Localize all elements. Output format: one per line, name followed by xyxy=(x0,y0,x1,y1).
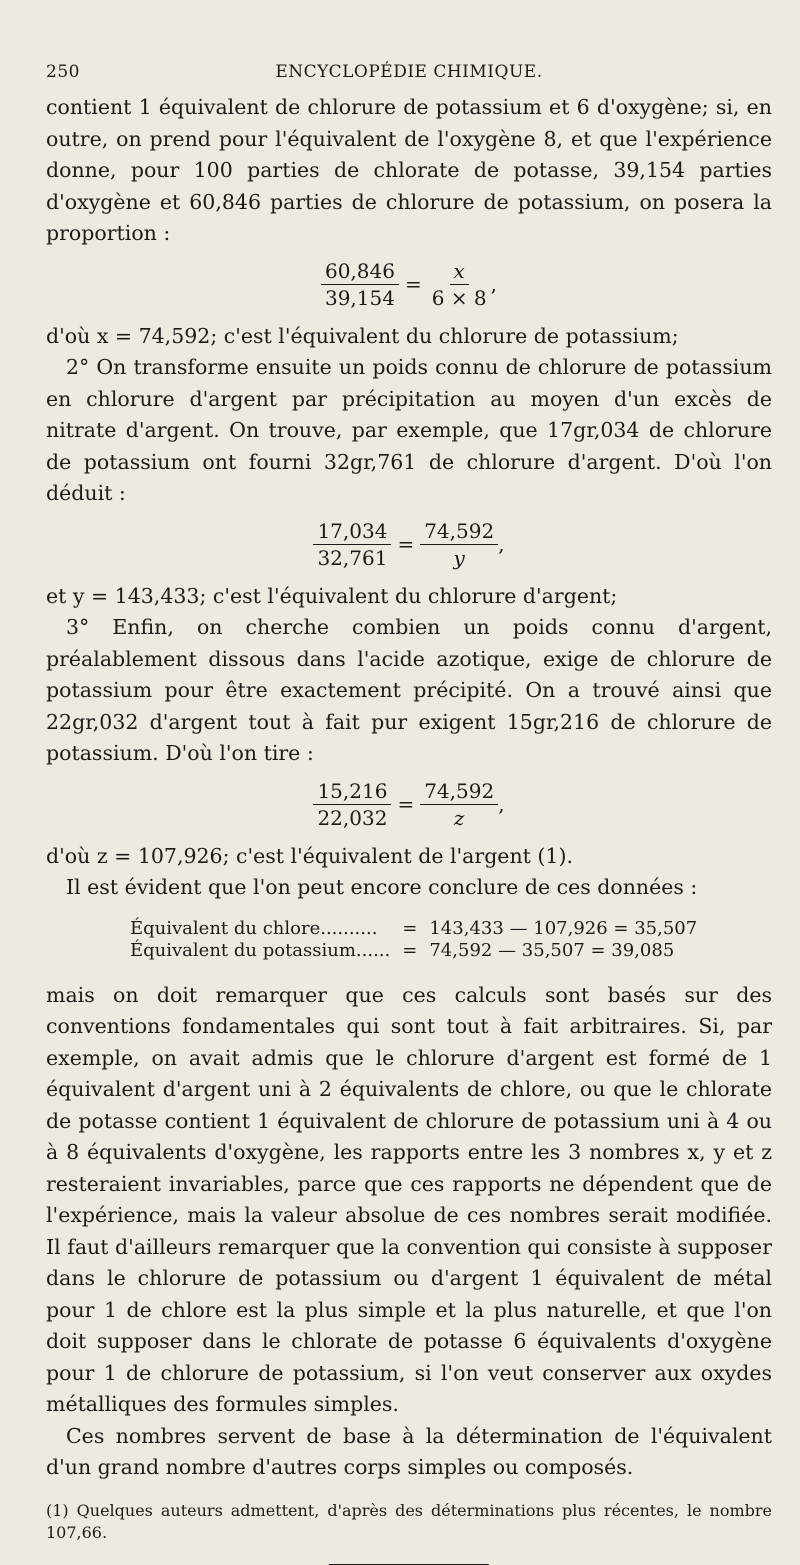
equation-punctuation: , xyxy=(490,272,498,296)
fraction-left xyxy=(313,778,391,831)
numerator: 74,592 xyxy=(420,518,498,545)
document-page xyxy=(46,62,772,1565)
numerator: 60,846 xyxy=(321,258,399,285)
row-expression: 143,433 — 107,926 = 35,507 xyxy=(429,917,698,939)
equals-sign: = xyxy=(402,939,418,961)
fraction-left xyxy=(321,258,399,311)
fraction-right xyxy=(420,778,498,831)
paragraph-3: 2° On transforme ensuite un poids connu de chlorure de potassium en chlorure d'argent par précipitation au moyen d'un excès de nitrate d'argent. On trouve, par exemple, que 17gr,034 de chlorure de potassium ont fourni 32gr,761 de chlorure d'argent. D'où l'on déduit : xyxy=(46,355,772,505)
equals-sign: = xyxy=(404,272,422,296)
page-header xyxy=(46,62,772,92)
equation-punctuation: , xyxy=(498,532,505,556)
denominator: 6 × 8 xyxy=(431,285,487,310)
equation-punctuation: , xyxy=(498,792,505,816)
running-title: ENCYCLOPÉDIE CHIMIQUE. xyxy=(275,62,543,82)
paragraph-9: Ces nombres servent de base à la détermination de l'équivalent d'un grand nombre d'autres corps simples ou composés. xyxy=(46,1423,772,1479)
denominator: 39,154 xyxy=(324,285,395,310)
equivalents-table xyxy=(124,918,703,962)
table-row xyxy=(124,940,703,962)
row-expression: 74,592 — 35,507 = 39,085 xyxy=(429,939,675,961)
equals-sign: = xyxy=(397,792,415,816)
equals-sign: = xyxy=(397,532,415,556)
equals-sign: = xyxy=(402,917,418,939)
equation-1 xyxy=(46,258,772,311)
numerator: 17,034 xyxy=(313,518,391,545)
footer-rule xyxy=(329,1564,489,1565)
numerator: x xyxy=(450,258,469,285)
footnote: (1) Quelques auteurs admettent, d'après des déterminations plus récentes, le nombre 107,66. xyxy=(46,1500,772,1542)
paragraph-7: Il est évident que l'on peut encore conclure de ces données : xyxy=(66,875,698,899)
row-label: Équivalent du chlore.......... xyxy=(130,917,378,939)
row-label: Équivalent du potassium...... xyxy=(130,939,391,961)
fraction-left xyxy=(313,518,391,571)
paragraph-5: 3° Enfin, on cherche combien un poids connu d'argent, préalablement dissous dans l'acide azotique, exige de chlorure de potassium pour être exactement précipité. On a trouvé ainsi que 22gr,032 d'argent tout à fait pur exigent 15gr,216 de chlorure de potassium. D'où l'on tire : xyxy=(46,615,772,765)
denominator: 32,761 xyxy=(317,545,388,570)
fraction-right xyxy=(420,518,498,571)
paragraph-1: contient 1 équivalent de chlorure de potassium et 6 d'oxygène; si, en outre, on prend pour l'équivalent de l'oxygène 8, et que l'expérience donne, pour 100 parties de chlorate de potasse, 39,154 parties d'oxygène et 60,846 parties de chlorure de potassium, on posera la proportion : xyxy=(46,95,772,245)
denominator: y xyxy=(453,545,465,570)
table-row xyxy=(124,918,703,940)
paragraph-2: d'où x = 74,592; c'est l'équivalent du chlorure de potassium; xyxy=(46,323,679,348)
fraction-right xyxy=(428,258,491,311)
denominator: 22,032 xyxy=(317,805,388,830)
equation-3 xyxy=(46,778,772,831)
numerator: 74,592 xyxy=(420,778,498,805)
denominator: z xyxy=(453,805,465,830)
paragraph-8: mais on doit remarquer que ces calculs sont basés sur des conventions fondamentales qui sont tout à fait arbitraires. Si, par exemple, on avait admis que le chlorure d'argent est formé de 1 équivalent d'argent uni à 2 équivalents de chlore, ou que le chlorate de potasse contient 1 équivalent de chlorure de potassium uni à 4 ou à 8 équivalents d'oxygène, les rapports entre les 3 nombres x, y et z resteraient invariables, parce que ces rapports ne dépendent que de l'expérience, mais la valeur absolue de ces nombres serait modifiée. Il faut d'ailleurs remarquer que la convention qui consiste à supposer dans le chlorure de potassium ou d'argent 1 équivalent de métal pour 1 de chlore est la plus simple et la plus naturelle, et que l'on doit supposer dans le chlorate de potasse 6 équivalents d'oxygène pour 1 de chlorure de potassium, si l'on veut conserver aux oxydes métalliques des formules simples. xyxy=(46,982,772,1416)
equation-2 xyxy=(46,518,772,571)
paragraph-6: d'où z = 107,926; c'est l'équivalent de l'argent (1). xyxy=(46,843,573,868)
page-number: 250 xyxy=(46,62,80,82)
numerator: 15,216 xyxy=(313,778,391,805)
paragraph-4: et y = 143,433; c'est l'équivalent du chlorure d'argent; xyxy=(46,583,618,608)
